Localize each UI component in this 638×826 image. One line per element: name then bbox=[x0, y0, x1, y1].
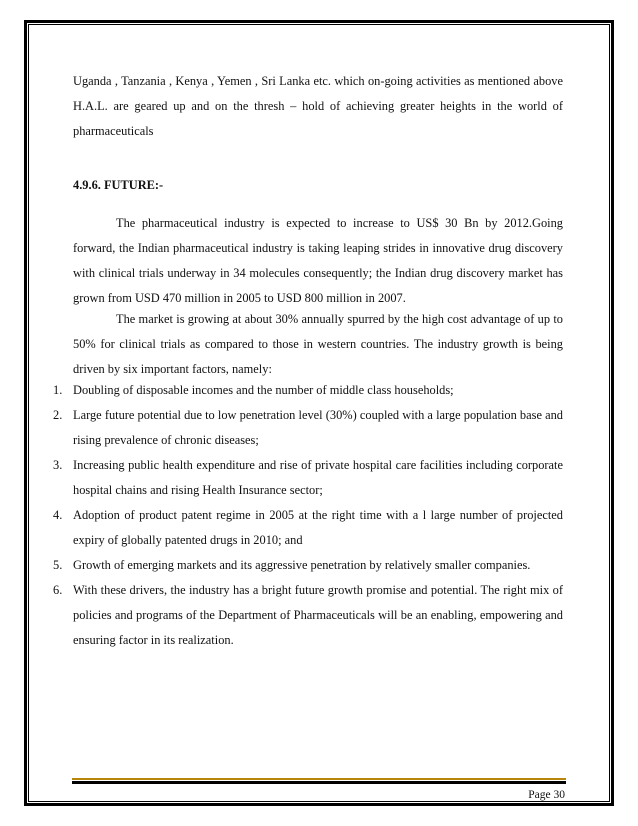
future-paragraph-2: The market is growing at about 30% annually spurred by the high cost advantage of up to 50% for clinical trials as compared to those in western countries. The industry growth is being driven by six important factors, namely: bbox=[73, 312, 563, 376]
list-item bbox=[0, 578, 563, 653]
list-item-number: 1. bbox=[53, 383, 63, 397]
list-item-number: 3. bbox=[53, 458, 63, 472]
list-item bbox=[0, 378, 563, 403]
list-item-number: 5. bbox=[53, 558, 63, 572]
list-item-text: Growth of emerging markets and its aggressive penetration by relatively smaller companies. bbox=[73, 558, 531, 572]
list-item-number: 4. bbox=[53, 508, 63, 522]
page-number: Page 30 bbox=[528, 789, 565, 801]
list-item-number: 2. bbox=[53, 408, 63, 422]
list-item-text: Adoption of product patent regime in 2005 at the right time with a l large number of projected expiry of globally patented drugs in 2010; and bbox=[73, 508, 563, 547]
intro-paragraph: Uganda , Tanzania , Kenya , Yemen , Sri Lanka etc. which on-going activities as mentioned above H.A.L. are geared up and on the thresh – hold of achieving greater heights in the world of pharmaceuticals bbox=[73, 74, 563, 138]
section-heading: 4.9.6. FUTURE:- bbox=[73, 178, 164, 192]
footer-rule-accent bbox=[72, 778, 566, 780]
list-item-text: With these drivers, the industry has a bright future growth promise and potential. The right mix of policies and programs of the Department of Pharmaceuticals will be an enabling, empowering and ensuring factor in its realization. bbox=[73, 583, 563, 647]
list-item-text: Increasing public health expenditure and rise of private hospital care facilities including corporate hospital chains and rising Health Insurance sector; bbox=[73, 458, 563, 497]
list-item bbox=[0, 553, 563, 578]
list-item-text: Doubling of disposable incomes and the number of middle class households; bbox=[73, 383, 454, 397]
factors-list bbox=[0, 378, 638, 653]
list-item-text: Large future potential due to low penetration level (30%) coupled with a large population base and rising prevalence of chronic diseases; bbox=[73, 408, 563, 447]
list-item bbox=[0, 503, 563, 553]
list-item-number: 6. bbox=[53, 583, 63, 597]
list-item bbox=[0, 403, 563, 453]
list-item bbox=[0, 453, 563, 503]
future-paragraph-1: The pharmaceutical industry is expected to increase to US$ 30 Bn by 2012.Going forward, the Indian pharmaceutical industry is taking leaping strides in innovative drug discovery with clinical trials underway in 34 molecules consequently; the Indian drug discovery market has grown from USD 470 million in 2005 to USD 800 million in 2007. bbox=[73, 216, 563, 305]
footer-rule bbox=[72, 781, 566, 784]
